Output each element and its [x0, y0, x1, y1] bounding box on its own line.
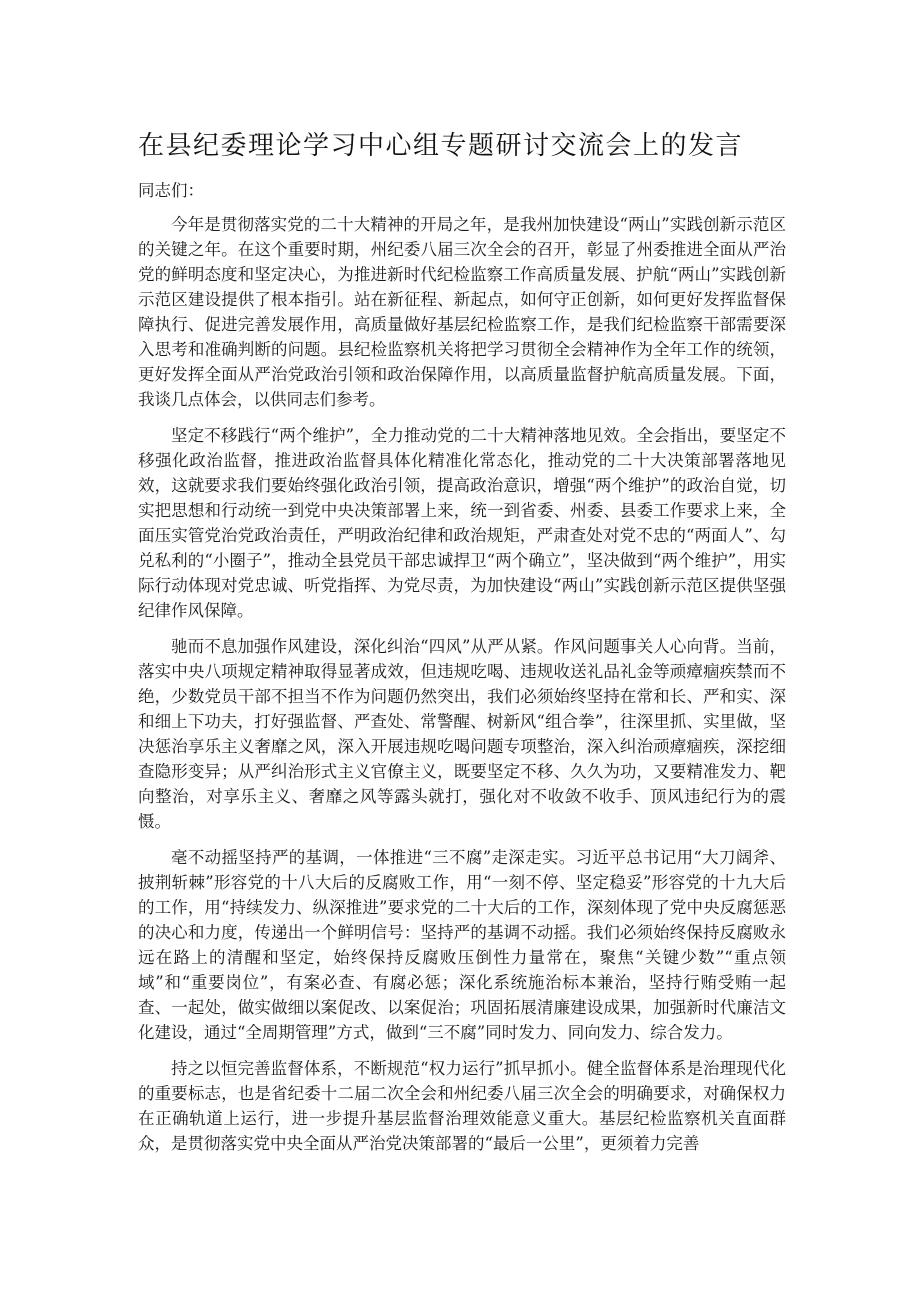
- paragraph-supervision-system: 持之以恒完善监督体系，不断规范“权力运行”抓早抓小。健全监督体系是治理现代化的重要标志，也是省纪委十二届二次全会和州纪委八届三次全会的明确要求，对确保权力在正确轨道上运行，进一步提升基层监督治理效能意义重大。基层纪检监察机关直面群众，是贯彻落实党中央全面从严治党决策部署的“最后一公里”，更须着力完善: [138, 1059, 786, 1153]
- paragraph-intro: 今年是贯彻落实党的二十大精神的开局之年，是我州加快建设“两山”实践创新示范区的关键之年。在这个重要时期，州纪委八届三次全会的召开，彰显了州委推进全面从严治党的鲜明态度和坚定决心，为推进新时代纪检监察工作高质量发展、护航“两山”实践创新示范区建设提供了根本指引。站在新征程、新起点，如何守正创新，如何更好发挥监督保障执行、促进完善发展作用，高质量做好基层纪检监察工作，是我们纪检监察干部需要深入思考和准确判断的问题。县纪检监察机关将把学习贯彻全会精神作为全年工作的统领，更好发挥全面从严治党政治引领和政治保障作用，以高质量监督护航高质量发展。下面，我谈几点体会，以供同志们参考。: [138, 215, 786, 409]
- salutation: 同志们：: [138, 181, 204, 200]
- paragraph-two-safeguards: 坚定不移践行“两个维护”，全力推动党的二十大精神落地见效。全会指出，要坚定不移强化政治监督，推进政治监督具体化精准化常态化，推动党的二十大决策部署落地见效，这就要求我们要始终强化政治引领，提高政治意识，增强“两个维护”的政治自觉，切实把思想和行动统一到党中央决策部署上来，统一到省委、州委、县委工作要求上来，全面压实管党治党政治责任，严明政治纪律和政治规矩，严肃查处对党不忠的“两面人”、勾兑私利的“小圈子”，推动全县党员干部忠诚捍卫“两个确立”，坚决做到“两个维护”，用实际行动体现对党忠诚、听党指挥、为党尽责，为加快建设“两山”实践创新示范区提供坚强纪律作风保障。: [138, 426, 786, 620]
- document-body: [138, 178, 786, 1167]
- document-title: 在县纪委理论学习中心组专题研讨交流会上的发言: [138, 131, 744, 161]
- paragraph-anti-corruption: 毫不动摇坚持严的基调，一体推进“三不腐”走深走实。习近平总书记用“大刀阔斧、披荆斩棘”形容党的十八大后的反腐败工作，用“一刻不停、坚定稳妥”形容党的十九大后的工作，用“持续发力、纵深推进”要求党的二十大后的工作，深刻体现了党中央反腐惩恶的决心和力度，传递出一个鲜明信号：坚持严的基调不动摇。我们必须始终保持反腐败永远在路上的清醒和坚定，始终保持反腐败压倒性力量常在，聚焦“关键少数”“重点领域”和“重要岗位”，有案必查、有腐必惩；深化系统施治标本兼治，坚持行贿受贿一起查、一起处，做实做细以案促改、以案促治；巩固拓展清廉建设成果，加强新时代廉洁文化建设，通过“全周期管理”方式，做到“三不腐”同时发力、同向发力、综合发力。: [138, 848, 786, 1042]
- paragraph-work-style: 驰而不息加强作风建设，深化纠治“四风”从严从紧。作风问题事关人心向背。当前，落实中央八项规定精神取得显著成效，但违规吃喝、违规收送礼品礼金等顽瘴痼疾禁而不绝，少数党员干部不担当不作为问题仍然突出，我们必须始终坚持在常和长、严和实、深和细上下功夫，打好强监督、严查处、常警醒、树新风“组合拳”，往深里抓、实里做，坚决惩治享乐主义奢靡之风，深入开展违规吃喝问题专项整治，深入纠治顽瘴痼疾，深挖细查隐形变异；从严纠治形式主义官僚主义，既要坚定不移、久久为功，又要精准发力、靶向整治，对享乐主义、奢靡之风等露头就打，强化对不收敛不收手、顶风违纪行为的震慑。: [138, 637, 786, 831]
